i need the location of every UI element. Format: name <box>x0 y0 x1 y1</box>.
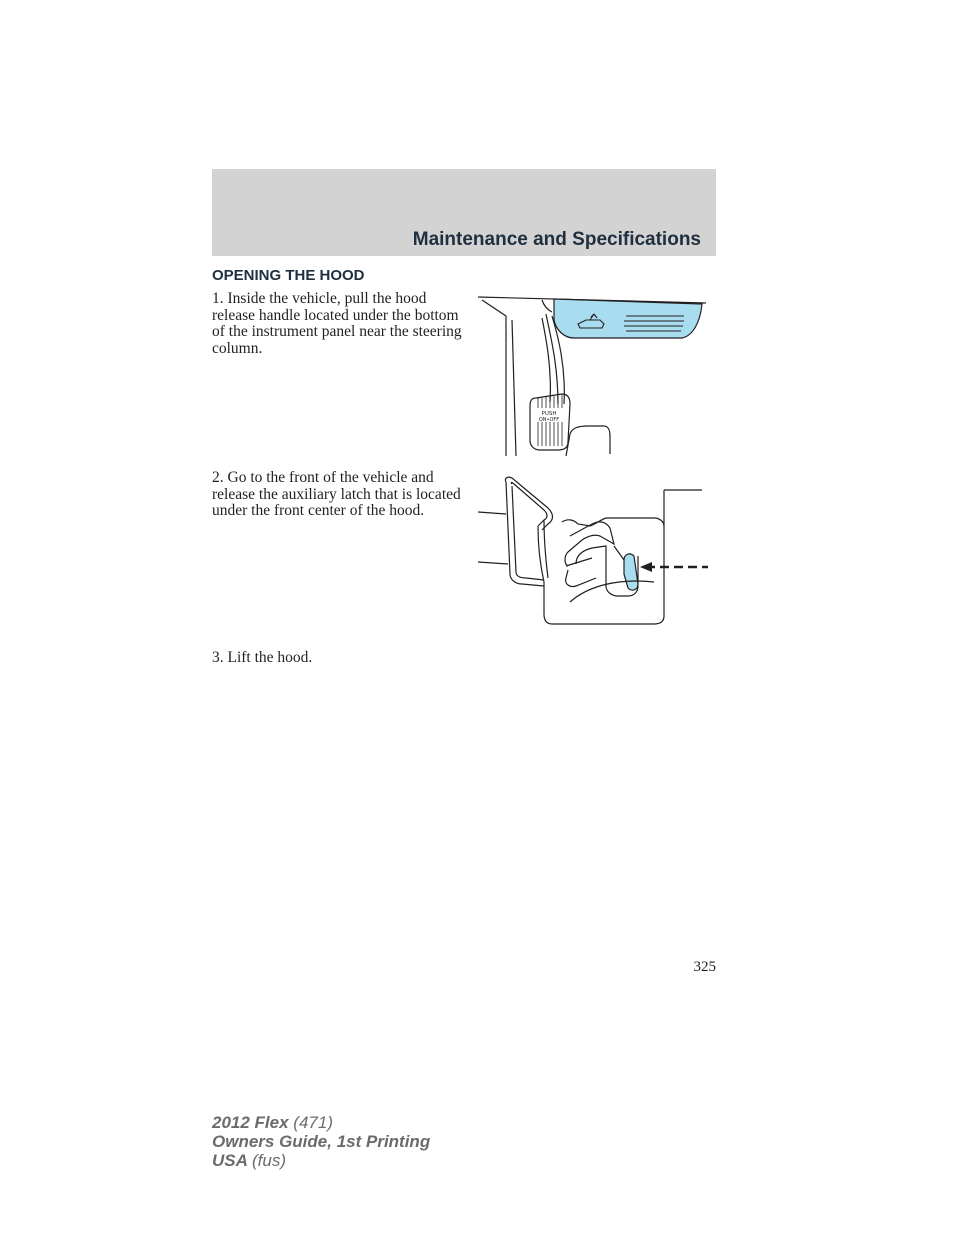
footer-region-code: (fus) <box>252 1151 286 1170</box>
pedal-label-onoff: ON•OFF <box>538 417 560 423</box>
step-3-text: 3. Lift the hood. <box>212 649 313 666</box>
footer-region: USA <box>212 1151 248 1170</box>
hood-release-illustration <box>478 294 706 456</box>
header-band <box>212 169 716 256</box>
step-2-text: 2. Go to the front of the vehicle and release the auxiliary latch that is located under the front center of the hood. <box>212 469 461 520</box>
page-heading: OPENING THE HOOD <box>212 267 365 284</box>
pedal-label-push: PUSH <box>541 411 557 417</box>
footer <box>212 1113 430 1170</box>
footer-model: 2012 Flex <box>212 1113 289 1132</box>
footer-line-1 <box>212 1113 430 1132</box>
page-number: 325 <box>693 959 716 975</box>
latch-lever <box>624 554 638 590</box>
footer-line-2: Owners Guide, 1st Printing <box>212 1132 431 1151</box>
section-title: Maintenance and Specifications <box>412 229 701 250</box>
auxiliary-latch-illustration <box>478 474 710 626</box>
hood-release-handle <box>554 299 702 338</box>
footer-model-code: (471) <box>293 1113 333 1132</box>
direction-arrow-icon <box>640 562 652 572</box>
footer-line-3 <box>212 1151 430 1170</box>
step-1-text: 1. Inside the vehicle, pull the hood release handle located under the bottom of the instrument panel near the steering column. <box>212 290 462 357</box>
